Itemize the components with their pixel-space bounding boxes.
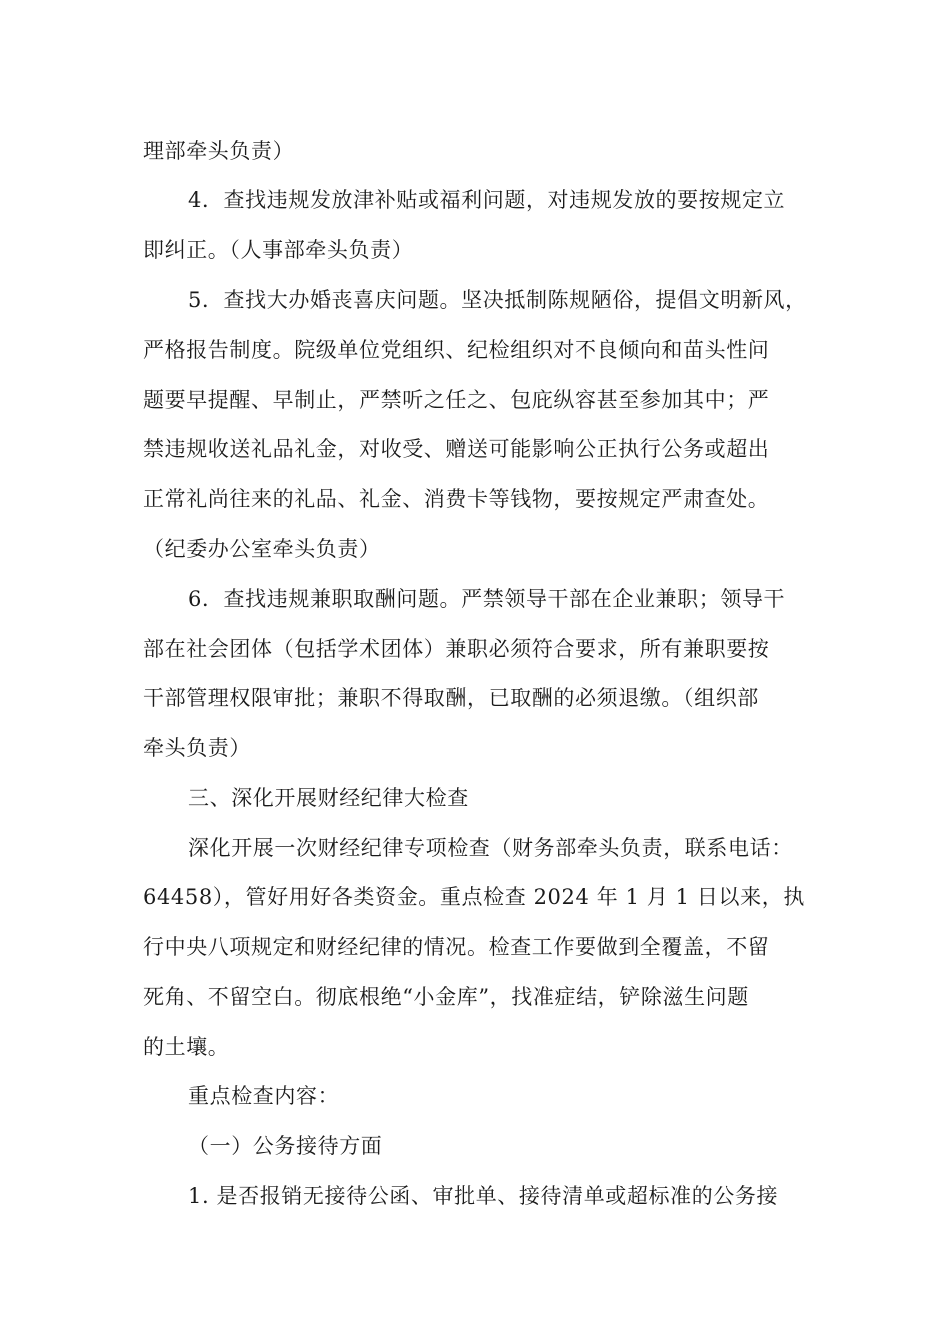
text-line: 理部牵头负责） (143, 139, 295, 163)
text-line: （纪委办公室牵头负责） (143, 537, 381, 561)
text-line: 1. 是否报销无接待公函、审批单、接待清单或超标准的公务接 (188, 1184, 779, 1208)
text-line: 重点检查内容： (188, 1084, 340, 1108)
subsection-heading: （一）公务接待方面 (188, 1134, 383, 1158)
section-heading: 三、深化开展财经纪律大检查 (188, 786, 469, 810)
text-line: 行中央八项规定和财经纪律的情况。检查工作要做到全覆盖，不留 (143, 935, 770, 959)
text-line: 部在社会团体（包括学术团体）兼职必须符合要求，所有兼职要按 (143, 637, 770, 661)
text-line: 的土壤。 (143, 1035, 230, 1059)
text-line: 深化开展一次财经纪律专项检查（财务部牵头负责，联系电话： (188, 836, 793, 860)
text-line: 正常礼尚往来的礼品、礼金、消费卡等钱物，要按规定严肃查处。 (143, 487, 770, 511)
text-line: 64458），管好用好各类资金。重点检查 2024 年 1 月 1 日以来，执 (143, 885, 805, 909)
text-line: 即纠正。（人事部牵头负责） (143, 238, 414, 262)
text-line: 禁违规收送礼品礼金，对收受、赠送可能影响公正执行公务或超出 (143, 437, 770, 461)
text-line: 6．查找违规兼职取酬问题。严禁领导干部在企业兼职；领导干 (188, 587, 786, 611)
text-line: 4．查找违规发放津补贴或福利问题，对违规发放的要按规定立 (188, 188, 786, 212)
text-line: 严格报告制度。院级单位党组织、纪检组织对不良倾向和苗头性问 (143, 338, 770, 362)
text-line: 5．查找大办婚丧喜庆问题。坚决抵制陈规陋俗，提倡文明新风， (188, 288, 807, 312)
text-line: 牵头负责） (143, 736, 251, 760)
text-line: 干部管理权限审批；兼职不得取酬，已取酬的必须退缴。（组织部 (143, 686, 759, 710)
text-line: 死角、不留空白。彻底根绝“小金库”，找准症结，铲除滋生问题 (143, 985, 749, 1009)
text-line: 题要早提醒、早制止，严禁听之任之、包庇纵容甚至参加其中；严 (143, 388, 770, 412)
